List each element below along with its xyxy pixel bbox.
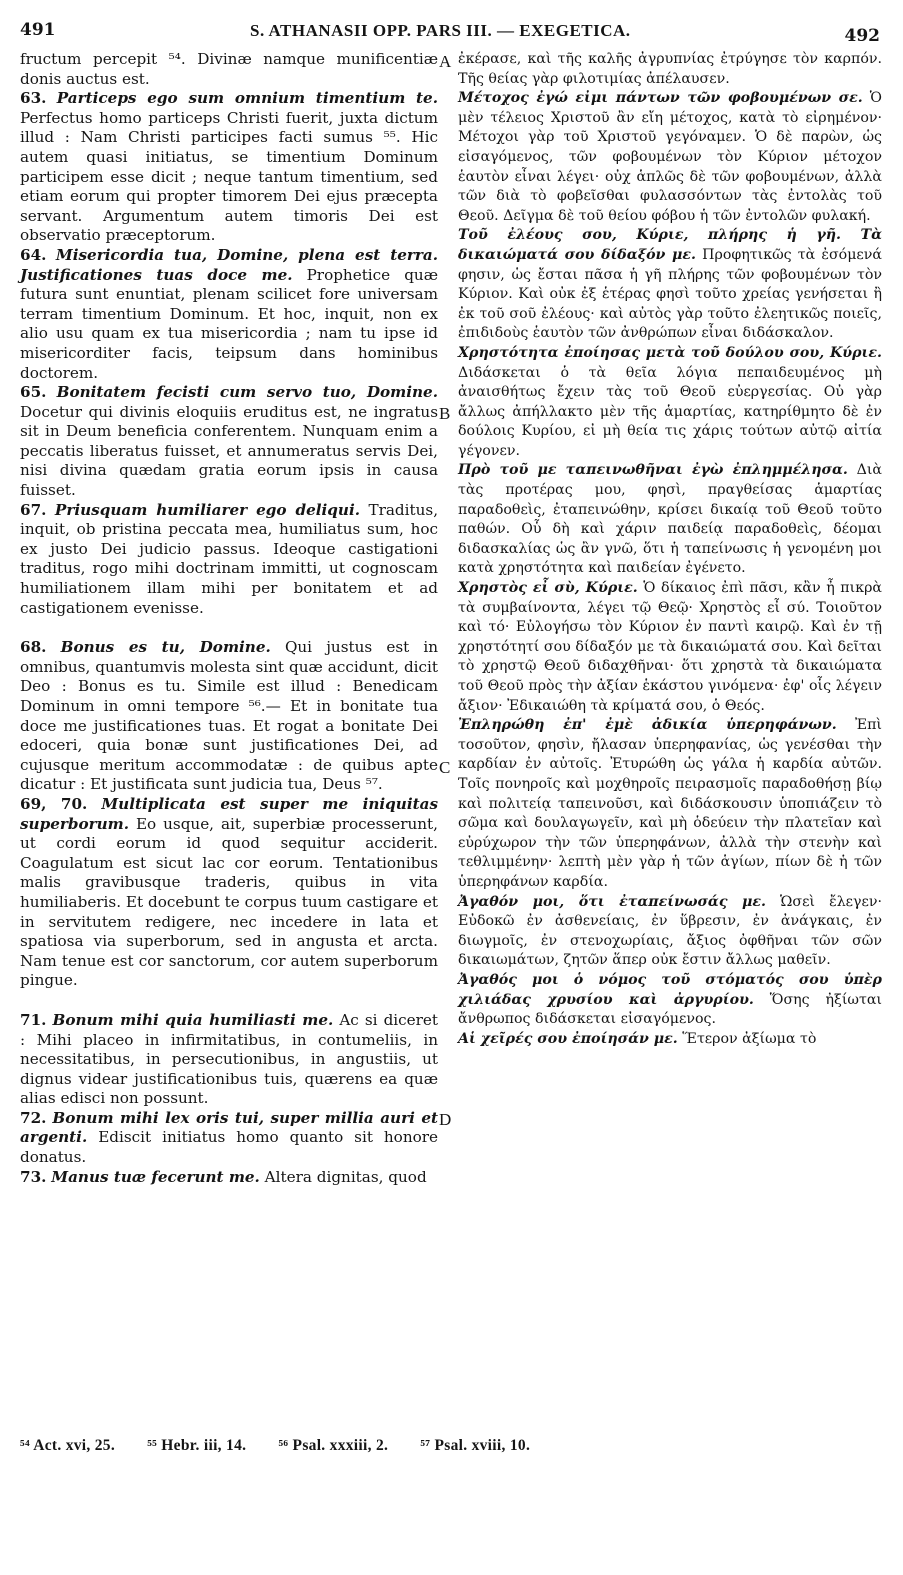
- verse-number: 68.: [20, 638, 47, 657]
- greek-column: [458, 50, 882, 1049]
- commentary-text: ἐκέρασε, καὶ τῆς καλῆς ἀγρυπνίας ἐτρύγησε τὸν καρπόν. Τῆς θείας γὰρ φιλοτιμίας ἀπέλαυσεν.: [458, 51, 882, 87]
- paragraph: [20, 501, 438, 619]
- verse-quote: Ἀγαθός μοι ὁ νόμος τοῦ στόματός σου ὑπὲρ χιλιάδας χρυσίου καὶ ἀργυρίου.: [458, 971, 882, 1008]
- verse-quote: Ἐπληρώθη ἐπ' ἐμὲ ἀδικία ὑπερηφάνων.: [458, 717, 837, 734]
- verse-quote: Bonus es tu, Domine.: [60, 638, 271, 657]
- paragraph: [458, 1030, 882, 1050]
- section-marker-a: A: [439, 52, 452, 71]
- verse-quote: Χρηστὸς εἶ σὺ, Κύριε.: [458, 580, 638, 597]
- verse-quote: Multiplicata est super me iniquitas superborum.: [20, 794, 438, 833]
- verse-quote: Manus tuæ fecerunt me.: [51, 1167, 260, 1186]
- paragraph: [458, 461, 882, 579]
- running-header: [20, 20, 880, 46]
- paragraph: [458, 716, 882, 892]
- commentary-text: Ὅσης ἠξίωται ἄνθρωπος διδάσκεται εἰσαγόμενος.: [458, 991, 882, 1028]
- page-number-left: 491: [20, 20, 56, 40]
- verse-number: 64.: [20, 245, 47, 264]
- footnote: ⁵⁶ Psal. xxxiii, 2.: [278, 1437, 389, 1454]
- verse-quote: Αἱ χεῖρές σου ἐποίησάν με.: [458, 1030, 678, 1047]
- paragraph-gap: [20, 991, 438, 1011]
- verse-number: 71.: [20, 1010, 47, 1029]
- paragraph: [458, 89, 882, 226]
- commentary-text: Qui justus est in omnibus, quantumvis molesta sint quæ accidunt, dicit Deo : Bonus es tu. Simile est illud : Benedicam Dominum in omni tempore ⁵⁶.— Et in bonitate tua doce me justificationes tuas. Et rogat a bonitate Dei edoceri, quia bonæ sunt justificationes Dei, ad cujusque meritum accommodatæ : de quibus apte dicatur : Et justificata sunt judicia tua, Deus ⁵⁷.: [20, 638, 439, 794]
- commentary-text: Ὡσεὶ ἔλεγεν· Εὐδοκῶ ἐν ἀσθενείαις, ἐν ὕβρεσιν, ἐν ἀνάγκαις, ἐν διωγμοῖς, ἐν στενοχωρίαις, ἄξιος ὀφθῆναι τῶν σῶν δικαιωμάτων, ζητῶν ἅπερ οὐκ ἔστιν ἄλλως μαθεῖν.: [458, 893, 882, 969]
- latin-column: [20, 50, 438, 1187]
- commentary-text: Διδάσκεται ὁ τὰ θεῖα λόγια πεπαιδευμένος μὴ ἀναισθήτως ἔχειν τὰς τοῦ Θεοῦ εὐεργεσίας. Οὐ γὰρ ἄλλως ἀπήλλακτο μὲν τῆς ἁμαρτίας, κατηρίθμητο δὲ ἐν δούλοις Κυρίου, εἰ μὴ θεία τις χάρις τούτων αὐτῷ αἰτία γέγονεν.: [458, 364, 882, 459]
- paragraph: [20, 1011, 438, 1109]
- paragraph: [20, 50, 438, 89]
- footnote: ⁵⁷ Psal. xviii, 10.: [420, 1437, 531, 1454]
- verse-number: 72.: [20, 1108, 47, 1127]
- verse-quote: Χρηστότητα ἐποίησας μετὰ τοῦ δούλου σου, Κύριε.: [458, 344, 882, 361]
- paragraph: [458, 893, 882, 971]
- verse-quote: Πρὸ τοῦ με ταπεινωθῆναι ἐγὼ ἐπλημμέλησα.: [458, 462, 848, 479]
- verse-quote: Bonum mihi quia humiliasti me.: [52, 1010, 334, 1029]
- footnote: ⁵⁴ Act. xvi, 25.: [20, 1437, 116, 1454]
- verse-quote: Particeps ego sum omnium timentium te.: [56, 89, 439, 108]
- paragraph: [20, 1168, 438, 1188]
- commentary-text: Docetur qui divinis eloquiis eruditus est, ne ingratus sit in Deum beneficia conferentem. Nunquam enim a peccatis liberatus fuisset, et annumeratus servis Dei, nisi divina quædam gratia eorum ipsis in causa fuisset.: [20, 402, 438, 500]
- commentary-text: Prophetice quæ futura sunt enuntiat, plenam scilicet fore universam terram timentium Dominum. Et hoc, inquit, non ex alio usu quam ex tua misericordia ; nam tu ipse id misericorditer facis, teipsum dans hominibus doctorem.: [20, 265, 438, 382]
- verse-quote: Priusquam humiliarer ego deliqui.: [54, 500, 361, 519]
- section-marker-d: D: [439, 1110, 452, 1129]
- commentary-text: Ἐπὶ τοσοῦτον, φησὶν, ἤλασαν ὑπερηφανίας, ὡς γενέσθαι τὴν καρδίαν ἐν αὐτοῖς. Ἐτυρώθη ὡς γάλα ἡ καρδία αὐτῶν. Τοῖς πονηροῖς καὶ μοχθηροῖς πειρασμοῖς παραδοθήσῃ βίῳ καὶ πολιτείᾳ ταπεινοῦσι, καὶ διδάσκουσιν ὑποπιάζειν τὸ σῶμα καὶ δουλαγωγεῖν, καὶ μὴ ὁδεύειν τὴν πλατεῖαν καὶ εὐρύχωρον τὴν τῶν ὑπερηφάνων, ἀλλὰ τὴν στενὴν καὶ τεθλιμμένην· λεπτὴ μὲν γὰρ ἡ τῶν ἁγίων, πίων δὲ ἡ τῶν ὑπερηφάνων καρδία.: [458, 717, 882, 890]
- verse-quote: Ἀγαθόν μοι, ὅτι ἐταπείνωσάς με.: [458, 893, 766, 910]
- paragraph: [20, 1109, 438, 1168]
- paragraph: [20, 89, 438, 246]
- paragraph-gap: [20, 618, 438, 638]
- commentary-text: Eo usque, ait, superbiæ processerunt, ut cordi eorum id quod sequitur acciderit. Coagulatum est sicut lac cor eorum. Tentationibus malis gravibusque traderis, quibus in vita humiliaberis. Et docebunt te corpus tuum castigare et in servitutem redigere, nec incedere in lata et spatiosa via superborum, sed in angusta et arcta. Nam tenue est cor sanctorum, cor autem superborum pingue.: [20, 814, 438, 990]
- page-number-right: 492: [844, 26, 880, 46]
- commentary-text: Προφητικῶς τὰ ἐσόμενά φησιν, ὡς ἔσται πᾶσα ἡ γῆ πλήρης τῶν φοβουμένων τὸν Κύριον. Καὶ οὐκ ἐξ ἑτέρας φησὶ τοῦτο χρείας γενήσεται ἢ ἐκ τοῦ σοῦ ἐλέους· καὶ αὐτὸς γὰρ τοῦτο ἐλεητικῶς ποιεῖς, ἐπιδιδοὺς ἑαυτὸν τῶν ἀνθρώπων εἶναι διδάσκαλον.: [458, 246, 882, 342]
- commentary-text: Ὁ μὲν τέλειος Χριστοῦ ἂν εἴη μέτοχος, κατὰ τὸ εἰρημένον· Μέτοχοι γὰρ τοῦ Χριστοῦ γεγόναμεν. Ὁ δὲ παρὼν, ὡς εἰσαγόμενος, τῶν φοβουμένων τὸν Κύριον μέτοχον ἑαυτὸν εἶναι λέγει· οὐχ ἁπλῶς δὲ τῶν φοβουμένων, ἀλλὰ τῶν διὰ τὸ φοβεῖσθαι φυλασσόντων τὰς ἐντολὰς τοῦ Θεοῦ. Δεῖγμα δὲ τοῦ θείου φόβου ἡ τῶν ἐντολῶν φυλακή.: [458, 90, 882, 224]
- commentary-text: Traditus, inquit, ob pristina peccata mea, humiliatus sum, hoc ex justo Dei judicio passus. Ideoque castigationi traditus, rogo mihi doctrinam immitti, ut cognoscam humiliationem illam mihi per bonitatem et ad castigationem evenisse.: [20, 500, 439, 617]
- paragraph: [20, 638, 438, 795]
- paragraph: [458, 50, 882, 89]
- commentary-text: fructum percepit ⁵⁴. Divinæ namque munificentiæ donis auctus est.: [20, 50, 438, 88]
- commentary-text: Ὁ δίκαιος ἐπὶ πᾶσι, κἂν ἦ πικρὰ τὰ συμβαίνοντα, λέγει τῷ Θεῷ· Χρηστὸς εἶ σύ. Τοιοῦτον καὶ τό· Εὐλογήσω τὸν Κύριον ἐν παντὶ καιρῷ. Καὶ ἐν τῇ χρηστότητί σου δίδαξόν με τὰ δικαιώματά σου. Καὶ δεῖται τὸ χρηστῷ Θεοῦ διδαχθῆναι· ὅτι χρηστὰ τὰ δικαιώματα τοῦ Θεοῦ πρὸς τὴν ἀξίαν ἑκάστου γινόμενα· ἐφ' οἷς λέγειν ἄξιον· Ἐδικαιώθη τὰ κρίματά σου, ὁ Θεός.: [458, 580, 882, 714]
- commentary-text: Ἕτερον ἀξίωμα τὸ: [677, 1030, 817, 1047]
- section-marker-c: C: [439, 758, 451, 777]
- verse-number: 69, 70.: [20, 794, 88, 813]
- section-marker-b: B: [439, 404, 451, 423]
- running-title: S. ATHANASII OPP. PARS III. — EXEGETICA.: [250, 21, 631, 40]
- verse-number: 65.: [20, 383, 47, 402]
- paragraph: [20, 795, 438, 991]
- verse-number: 73.: [20, 1167, 47, 1186]
- verse-quote: Μέτοχος ἐγώ εἰμι πάντων τῶν φοβουμένων σε.: [458, 90, 863, 107]
- paragraph: [458, 579, 882, 716]
- commentary-text: Ac si diceret : Mihi placeo in infirmitatibus, in contumeliis, in necessitatibus, in persecutionibus, in angustiis, ut dignus videar justificationibus tuis, quærens ea quæ alias edisci non possunt.: [20, 1010, 438, 1108]
- commentary-text: Perfectus homo particeps Christi fuerit, juxta dictum illud : Nam Christi participes facti sumus ⁵⁵. Hic autem quasi initiatus, se timentium Dominum participem esse dicit ; neque tantum timentium, sed etiam eorum qui propter timorem Dei ejus præcepta servant. Argumentum autem timoris Dei est observatio præceptorum.: [20, 108, 438, 245]
- paragraph: [20, 246, 438, 383]
- verse-quote: Bonitatem fecisti cum servo tuo, Domine.: [56, 383, 438, 402]
- paragraph: [20, 383, 438, 501]
- paragraph: [458, 971, 882, 1030]
- commentary-text: Altera dignitas, quod: [259, 1167, 427, 1186]
- verse-quote: Τοῦ ἐλέους σου, Κύριε, πλήρης ἡ γῆ. Τὰ δικαιώματά σου δίδαξόν με.: [458, 227, 882, 263]
- verse-number: 67.: [20, 500, 47, 519]
- paragraph: [458, 344, 882, 462]
- verse-quote: Misericordia tua, Domine, plena est terra. Justificationes tuas doce me.: [20, 245, 438, 284]
- verse-number: 63.: [20, 89, 47, 108]
- commentary-text: Ediscit initiatus homo quanto sit honore donatus.: [20, 1128, 438, 1167]
- verse-quote: Bonum mihi lex oris tui, super millia auri et argenti.: [20, 1108, 438, 1147]
- footnotes: [20, 1437, 558, 1455]
- footnote: ⁵⁵ Hebr. iii, 14.: [147, 1437, 247, 1454]
- paragraph: [458, 226, 882, 344]
- commentary-text: Διὰ τὰς προτέρας μου, φησὶ, πραγθείσας ἁμαρτίας παραδοθεὶς, ἐταπεινώθην, κρίσει δικαίᾳ τοῦ Θεοῦ τοῦτο παθών. Οὗ δὴ καὶ χάριν παιδείᾳ παραδοθεὶς, δέομαι διδασκαλίας ὡς ἂν γνῶ, ὅτι ἡ ταπείνωσις ἡ γενομένη μοι κατὰ χρηστότητα καὶ παιδείαν ἐγένετο.: [458, 462, 883, 577]
